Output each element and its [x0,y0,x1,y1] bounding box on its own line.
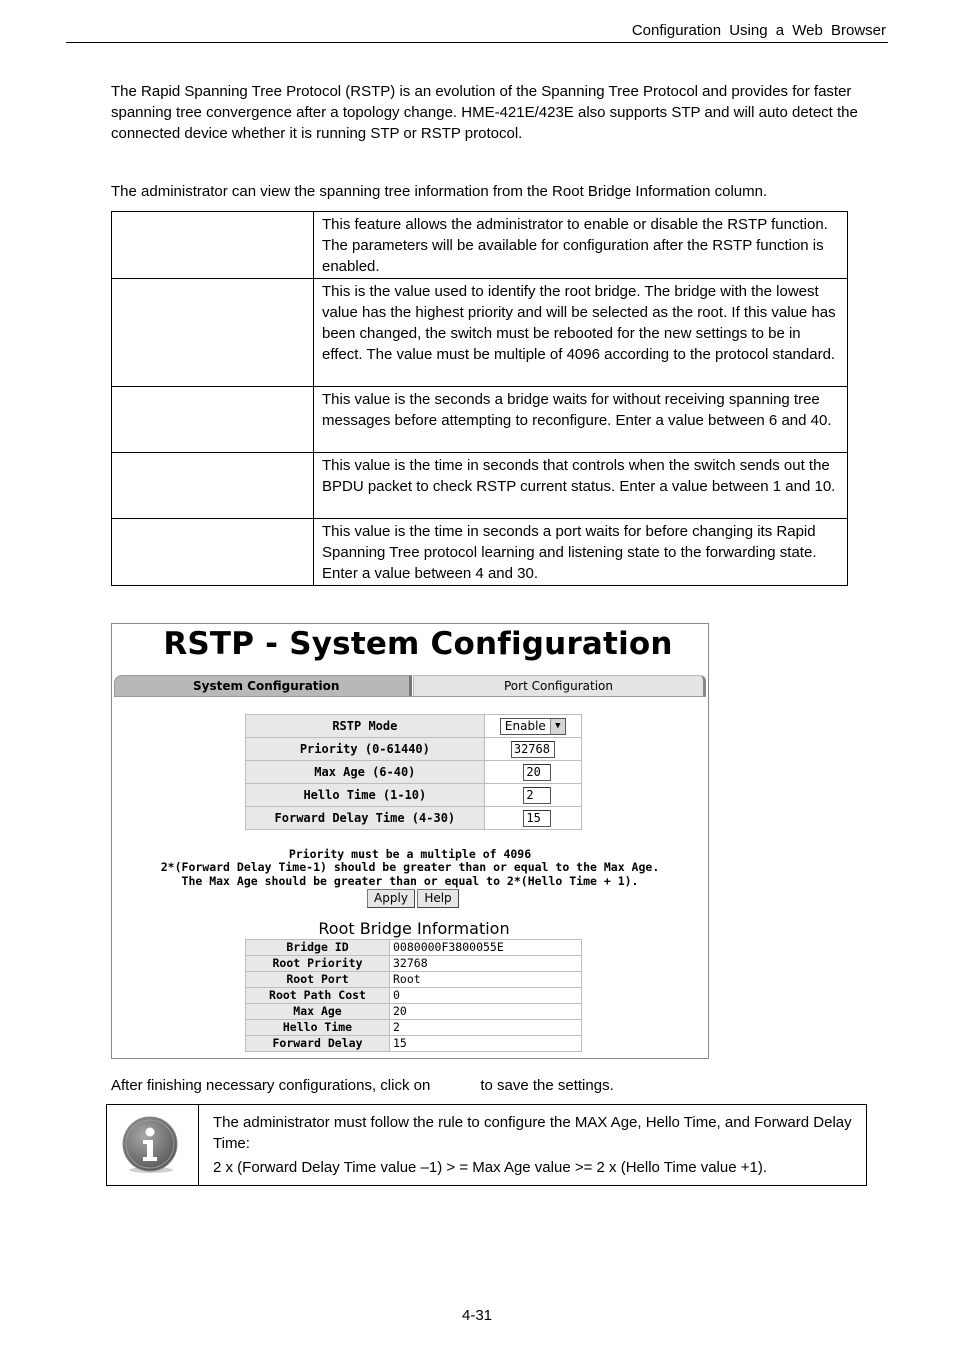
rstp-screenshot [111,623,709,1059]
tab-underline [114,696,706,697]
param-desc: This feature allows the administrator to enable or disable the RSTP function. The parameters will be available for configuration after the RSTP function is enabled. [314,212,848,279]
param-name [112,279,314,387]
tab-system-configuration[interactable] [114,675,412,697]
priority-input[interactable]: 32768 [511,741,555,758]
form-row [246,761,582,784]
table-row [246,1020,582,1036]
param-row [112,212,848,279]
forward-delay-input[interactable]: 15 [523,810,551,827]
hello-time-input[interactable]: 2 [523,787,551,804]
page-number: 4-31 [461,1307,493,1324]
running-header: Configuration Using a Web Browser [631,22,886,39]
table-row [246,988,582,1004]
form-row [246,738,582,761]
form-row [246,807,582,830]
help-button[interactable]: Help [417,889,459,908]
rstp-mode-select[interactable] [500,718,566,735]
max-age-label: Max Age (6-40) [246,761,485,784]
intro-paragraph: The Rapid Spanning Tree Protocol (RSTP) is an evolution of the Spanning Tree Protocol and provides for faster spanning tree convergence after a topology change. HME-421E/423E also supports STP and will auto detect the connected device whether it is running STP or RSTP protocol. [111,83,858,142]
param-row [112,279,848,387]
table-row [246,940,582,956]
root-info-value: 2 [390,1020,582,1036]
param-desc: This value is the time in seconds a port waits for before changing its Rapid Spanning Tree protocol learning and listening state to the forwarding state. Enter a value between 4 and 30. [314,519,848,586]
tab-port-configuration[interactable]: Port Configuration [413,675,706,697]
screenshot-title: RSTP - System Configuration [163,626,673,662]
param-row [112,519,848,586]
note-divider [198,1105,199,1185]
header-rule [66,42,888,43]
root-bridge-title: Root Bridge Information [318,919,510,938]
priority-label: Priority (0-61440) [246,738,485,761]
param-desc: This value is the time in seconds that controls when the switch sends out the BPDU packet to check RSTP current status. Enter a value between 1 and 10. [314,453,848,519]
root-info-label: Root Priority [246,956,390,972]
param-desc: This is the value used to identify the root bridge. The bridge with the lowest value has the highest priority and will be selected as the root. If this value has been changed, the switch must be rebooted for the new settings to be in effect. The value must be multiple of 4096 according to the protocol standard. [314,279,848,387]
tab-label: System Configuration [193,679,340,693]
rule-text: Priority must be a multiple of 4096 [288,847,532,861]
form-row [246,784,582,807]
param-row [112,387,848,453]
table-row [246,1036,582,1052]
note-text: The administrator must follow the rule to configure the MAX Age, Hello Time, and Forward Delay Time: [213,1114,852,1152]
forward-delay-label: Forward Delay Time (4-30) [246,807,485,830]
table-row [246,956,582,972]
param-name [112,519,314,586]
root-info-value: 32768 [390,956,582,972]
hello-time-label: Hello Time (1-10) [246,784,485,807]
root-info-value: 0 [390,988,582,1004]
parameter-table [111,211,848,586]
root-info-label: Max Age [246,1004,390,1020]
table-row [246,972,582,988]
root-info-label: Root Path Cost [246,988,390,1004]
root-info-value: 0080000F3800055E [390,940,582,956]
param-name [112,387,314,453]
form-row [246,715,582,738]
admin-note-paragraph: The administrator can view the spanning tree information from the Root Bridge Information column. [111,183,768,200]
rstp-config-form [245,714,582,830]
root-bridge-table [245,939,582,1052]
param-desc: This value is the seconds a bridge waits for without receiving spanning tree messages before attempting to reconfigure. Enter a value between 6 and 40. [314,387,848,453]
rule-text: The Max Age should be greater than or equal to 2*(Hello Time + 1). [181,874,639,888]
root-info-label: Forward Delay [246,1036,390,1052]
after-text-end: to save the settings. [480,1077,614,1094]
param-name [112,453,314,519]
rule-text: 2*(Forward Delay Time-1) should be greater than or equal to the Max Age. [160,860,660,874]
after-text-start: After finishing necessary configurations, click on [111,1077,431,1094]
param-row [112,453,848,519]
root-info-label: Root Port [246,972,390,988]
rstp-mode-value: Enable [504,718,546,733]
root-info-value: Root [390,972,582,988]
note-box [106,1104,867,1186]
param-name [112,212,314,279]
max-age-input[interactable]: 20 [523,764,551,781]
apply-button[interactable]: Apply [367,889,415,908]
rstp-mode-label: RSTP Mode [246,715,485,738]
root-info-label: Hello Time [246,1020,390,1036]
note-formula: 2 x (Forward Delay Time value –1) > = Max Age value >= 2 x (Hello Time value +1). [213,1159,768,1176]
root-info-label: Bridge ID [246,940,390,956]
chevron-down-icon: ▼ [550,719,565,734]
table-row [246,1004,582,1020]
root-info-value: 20 [390,1004,582,1020]
info-icon [120,1115,180,1175]
after-config-text [111,1075,614,1096]
root-info-value: 15 [390,1036,582,1052]
